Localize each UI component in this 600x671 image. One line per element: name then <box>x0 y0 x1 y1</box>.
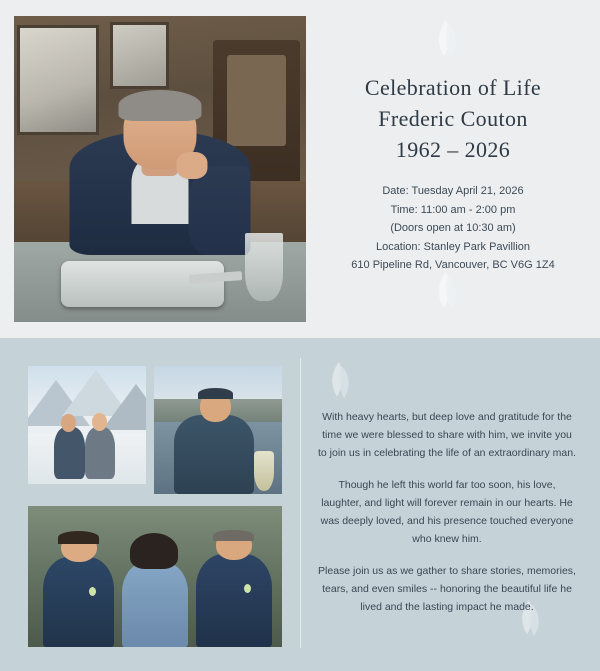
restaurant-window-secondary <box>110 22 168 89</box>
table-plate <box>61 261 225 307</box>
event-address: 610 Pipeline Rd, Vancouver, BC V6G 1Z4 <box>351 259 555 271</box>
event-doors-open: (Doors open at 10:30 am) <box>390 222 516 234</box>
tribute-paragraph-2: Though he left this world far too soon, his love, laughter, and light will forever remain in our hearts. He was deeply loved, and his presence touched everyone who knew him. <box>320 479 574 545</box>
mountain-peak <box>102 384 146 430</box>
family-photo <box>28 506 282 647</box>
family-member-left-hair <box>58 531 99 544</box>
marina-subject <box>174 415 253 494</box>
portrait-subject <box>69 83 250 254</box>
leaf-ornament-icon-bottom <box>424 268 470 320</box>
page-title <box>306 72 600 165</box>
tribute-paragraph-1: With heavy hearts, but deep love and gratitude for the time we were blessed to share with him, we invite you to join us in celebrating the life of an extraordinary man. <box>318 411 576 459</box>
event-location: Location: Stanley Park Pavillion <box>375 240 531 253</box>
title-line-3: 1962 – 2026 <box>395 137 511 162</box>
family-member-right <box>196 554 272 647</box>
marina-subject-cap <box>198 388 234 400</box>
family-member-center-hair <box>130 533 178 570</box>
mountain-person-right-head <box>92 413 107 431</box>
table-glass <box>245 233 283 300</box>
tribute-text <box>318 408 576 616</box>
leaf-ornament-icon-tribute-top <box>318 358 362 408</box>
tribute-paragraph-3: Please join us as we gather to share stories, memories, tears, and even smiles -- honoring the beautiful life he lived and the lasting impact he made. <box>318 565 576 613</box>
portrait-scene <box>14 16 306 322</box>
event-time: Time: 11:00 am - 2:00 pm <box>390 203 516 216</box>
subject-hand <box>176 152 207 179</box>
mountain-photo <box>28 366 146 484</box>
wine-glass <box>254 451 274 492</box>
event-date: Date: Tuesday April 21, 2026 <box>382 185 524 197</box>
title-line-1: Celebration of Life <box>364 75 542 100</box>
invitation-text-panel <box>306 0 600 338</box>
mountain-person-right <box>85 427 116 479</box>
marina-photo <box>154 366 282 494</box>
family-member-center <box>122 562 188 647</box>
family-member-right-hair <box>213 530 254 541</box>
leaf-ornament-icon <box>424 16 470 68</box>
title-line-2: Frederic Couton <box>378 106 528 131</box>
event-details <box>306 182 600 275</box>
mountain-person-left <box>54 427 85 479</box>
family-member-left <box>43 557 114 647</box>
subject-hair <box>118 90 201 121</box>
vertical-divider <box>300 358 301 648</box>
main-portrait-photo <box>14 16 306 322</box>
